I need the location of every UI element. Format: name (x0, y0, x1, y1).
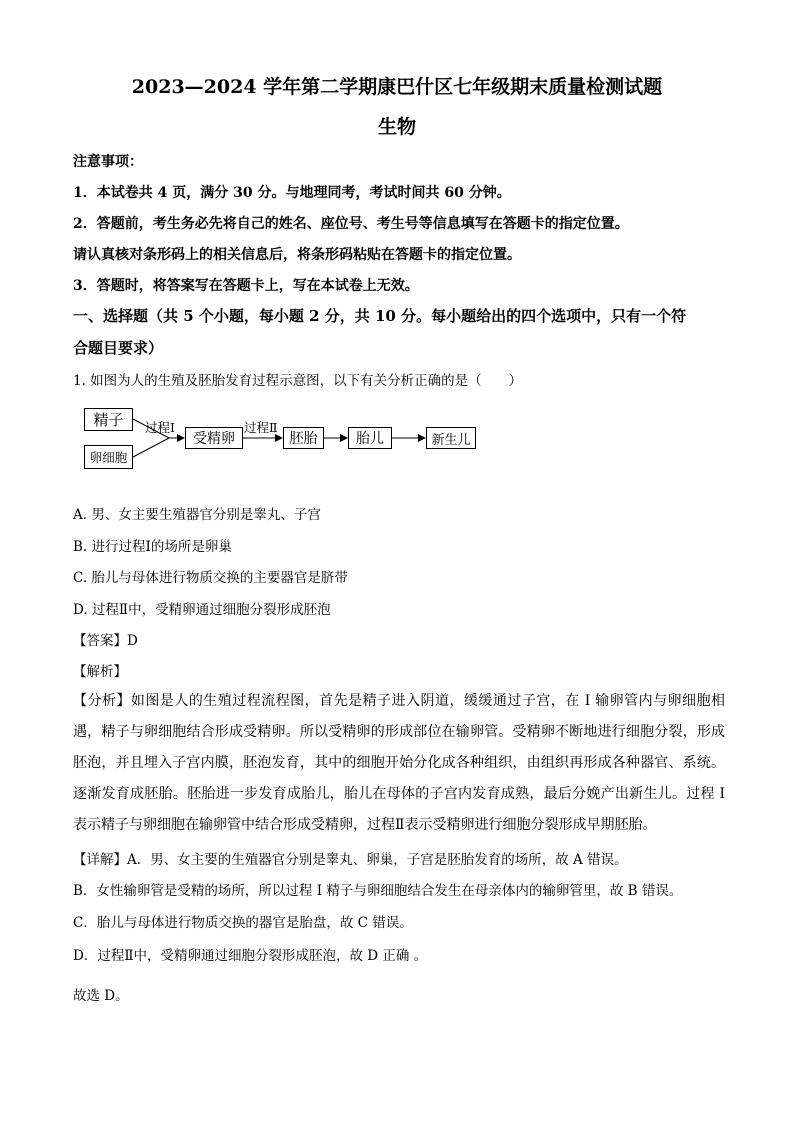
notice-item-2-cont: 请认真核对条形码上的相关信息后，将条形码粘贴在答题卡的指定位置。 (73, 247, 521, 263)
analysis-paragraph: 【分析】如图是人的生殖过程流程图，首先是精子进入阴道，缓缓通过子宫，在 I 输卵管内与卵细胞相遇，精子与卵细胞结合形成受精卵。所以受精卵的形成部位在输卵管。受精卵不断地进行细胞分裂，形成胚泡，并且埋入子宫内膜，胚泡发育，其中的细胞开始分化成各种组织，由组织再形成各种器官、系统。逐渐发育成胚胎。胚胎进一步发育成胎儿，胎儿在母体的子宫内发育成熟，最后分娩产出新生儿。过程 I 表示精子与卵细胞在输卵管中结合形成受精卵，过程Ⅱ表示受精卵进行细胞分裂形成早期胚胎。 (73, 693, 725, 833)
notice-item-1: 1．本试卷共 4 页，满分 30 分。与地理同考，考试时间共 60 分钟。 (73, 185, 511, 201)
sperm-box: 精子 (84, 408, 133, 431)
option-d: D. 过程Ⅱ中，受精卵通过细胞分裂形成胚泡 (73, 602, 331, 618)
detail-b: B．女性输卵管是受精的场所，所以过程 I 精子与卵细胞结合发生在母亲体内的输卵管里，故 B 错误。 (73, 883, 683, 899)
egg-box: 卵细胞 (84, 445, 133, 469)
arrow-egg-merge (133, 438, 169, 457)
notice-heading: 注意事项： (73, 154, 143, 170)
detail-d: D．过程Ⅱ中，受精卵通过细胞分裂形成胚泡，故 D 正确 。 (73, 948, 428, 964)
newborn-box: 新生儿 (426, 427, 476, 449)
conclusion: 故选 D。 (73, 988, 129, 1004)
option-a: A. 男、女主要生殖器官分别是睾丸、子宫 (73, 507, 321, 523)
subject-title: 生物 (377, 116, 416, 138)
exam-title: 2023—2024 学年第二学期康巴什区七年级期末质量检测试题 (131, 76, 663, 98)
detail-a: 【详解】A．男、女主要的生殖器官分别是睾丸、卵巢，子宫是胚胎发育的场所，故 A 错误。 (73, 852, 628, 868)
answer-label: 【答案】D (73, 633, 138, 649)
section-heading-cont: 合题目要求） (73, 339, 164, 357)
fetus-box: 胎儿 (348, 427, 392, 449)
notice-item-3: 3．答题时，将答案写在答题卡上，写在本试卷上无效。 (73, 278, 419, 294)
process-2-label: 过程Ⅱ (244, 420, 278, 435)
detail-c: C．胎儿与母体进行物质交换的器官是胎盘，故 C 错误。 (73, 915, 413, 931)
notice-item-2: 2．答题前，考生务必先将自己的姓名、座位号、考生号等信息填写在答题卡的指定位置。 (73, 216, 629, 232)
process-1-label: 过程Ⅰ (145, 420, 175, 435)
zygote-box: 受精卵 (185, 427, 243, 449)
question-stem: 1. 如图为人的生殖及胚胎发育过程示意图，以下有关分析正确的是（ ） (73, 373, 523, 389)
option-c: C. 胎儿与母体进行物质交换的主要器官是脐带 (73, 570, 348, 586)
embryo-box: 胚胎 (283, 427, 324, 449)
analysis-heading: 【解析】 (73, 664, 127, 680)
section-heading: 一、选择题（共 5 个小题，每小题 2 分，共 10 分。每小题给出的四个选项中，只有一个符 (73, 307, 687, 325)
option-b: B. 进行过程Ⅰ的场所是卵巢 (73, 539, 232, 555)
